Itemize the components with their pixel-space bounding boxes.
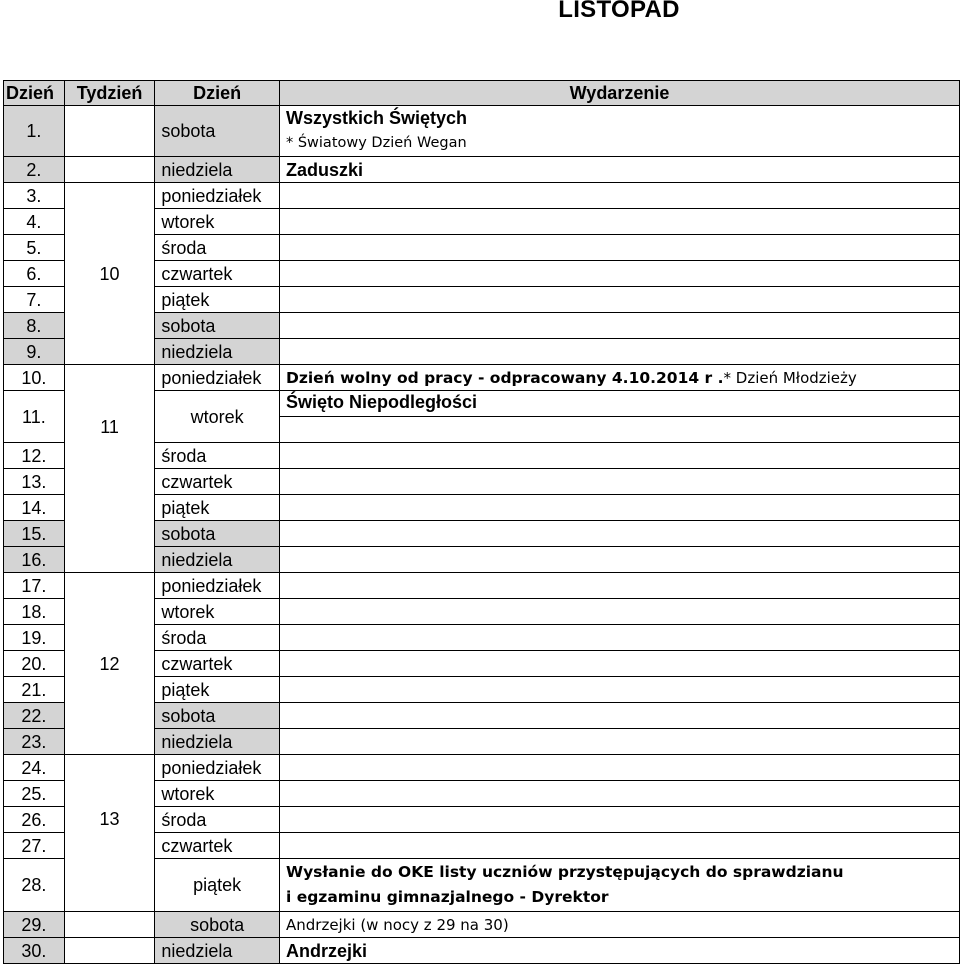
- event-main: Dzień wolny od pracy - odpracowany 4.10.2014 r .: [285, 369, 724, 387]
- event-cell: [279, 365, 959, 391]
- weekday-name: niedziela: [155, 339, 280, 365]
- day-number: 12.: [4, 443, 65, 469]
- weekday-name: środa: [155, 443, 280, 469]
- event-cell: [279, 859, 959, 912]
- event-cell: [279, 183, 959, 209]
- header-day: Dzień: [4, 81, 65, 106]
- table-row: [4, 157, 960, 183]
- weekday-name: poniedziałek: [155, 573, 280, 599]
- weekday-name: środa: [155, 625, 280, 651]
- week-number: 11: [64, 365, 155, 573]
- event-cell: [279, 599, 959, 625]
- day-number: 3.: [4, 183, 65, 209]
- event-main: Wszystkich Świętych: [285, 108, 468, 128]
- weekday-name: czwartek: [155, 261, 280, 287]
- week-number: 10: [64, 183, 155, 365]
- event-cell: [279, 677, 959, 703]
- week-number: [64, 912, 155, 938]
- week-number: [64, 938, 155, 964]
- weekday-name: piątek: [155, 287, 280, 313]
- weekday-name: czwartek: [155, 833, 280, 859]
- day-number: 4.: [4, 209, 65, 235]
- day-number: 23.: [4, 729, 65, 755]
- header-week: Tydzień: [64, 81, 155, 106]
- table-row: [4, 755, 960, 781]
- day-number: 20.: [4, 651, 65, 677]
- weekday-name: sobota: [155, 521, 280, 547]
- weekday-name: niedziela: [155, 157, 280, 183]
- weekday-name: poniedziałek: [155, 183, 280, 209]
- page-title: LISTOPAD: [558, 0, 680, 23]
- event-cell: [279, 755, 959, 781]
- day-number: 9.: [4, 339, 65, 365]
- table-row: [4, 912, 960, 938]
- event-cell: [279, 729, 959, 755]
- day-number: 21.: [4, 677, 65, 703]
- day-number: 28.: [4, 859, 65, 912]
- day-number: 26.: [4, 807, 65, 833]
- weekday-name: wtorek: [155, 781, 280, 807]
- weekday-name: czwartek: [155, 469, 280, 495]
- weekday-name: wtorek: [155, 391, 280, 443]
- day-number: 5.: [4, 235, 65, 261]
- event-cell: [279, 339, 959, 365]
- weekday-name: sobota: [155, 703, 280, 729]
- header-row: [4, 81, 960, 106]
- table-row: [4, 938, 960, 964]
- day-number: 22.: [4, 703, 65, 729]
- event-sub: * Dzień Młodzieży: [723, 369, 857, 387]
- day-number: 17.: [4, 573, 65, 599]
- week-number: 12: [64, 573, 155, 755]
- event-cell: [279, 209, 959, 235]
- day-number: 15.: [4, 521, 65, 547]
- event-cell: Zaduszki: [279, 157, 959, 183]
- event-cell: [279, 287, 959, 313]
- event-cell: [279, 391, 959, 443]
- day-number: 6.: [4, 261, 65, 287]
- event-main: Święto Niepodległości: [280, 392, 959, 417]
- event-cell: [279, 573, 959, 599]
- weekday-name: piątek: [155, 495, 280, 521]
- day-number: 8.: [4, 313, 65, 339]
- day-number: 19.: [4, 625, 65, 651]
- day-number: 14.: [4, 495, 65, 521]
- weekday-name: wtorek: [155, 599, 280, 625]
- day-number: 11.: [4, 391, 65, 443]
- event-line-1: Wysłanie do OKE listy uczniów przystępujących do sprawdzianu: [285, 863, 844, 881]
- weekday-name: poniedziałek: [155, 755, 280, 781]
- weekday-name: sobota: [155, 912, 280, 938]
- event-cell: [279, 703, 959, 729]
- event-cell: [279, 651, 959, 677]
- event-cell: [279, 547, 959, 573]
- event-cell: Andrzejki: [279, 938, 959, 964]
- event-line-2: i egzaminu gimnazjalnego - Dyrektor: [285, 888, 609, 906]
- event-cell: [279, 106, 959, 157]
- weekday-name: niedziela: [155, 547, 280, 573]
- weekday-name: niedziela: [155, 938, 280, 964]
- day-number: 24.: [4, 755, 65, 781]
- event-cell: [279, 833, 959, 859]
- day-number: 30.: [4, 938, 65, 964]
- table-row: [4, 573, 960, 599]
- event-cell: [279, 261, 959, 287]
- event-cell: [279, 313, 959, 339]
- week-number: [64, 157, 155, 183]
- weekday-name: niedziela: [155, 729, 280, 755]
- day-number: 25.: [4, 781, 65, 807]
- day-number: 29.: [4, 912, 65, 938]
- event-cell: [279, 443, 959, 469]
- day-number: 1.: [4, 106, 65, 157]
- event-sub: * Światowy Dzień Wegan: [285, 135, 467, 151]
- calendar-table: [3, 80, 960, 964]
- table-row: [4, 183, 960, 209]
- event-cell: [279, 235, 959, 261]
- weekday-name: sobota: [155, 313, 280, 339]
- header-event: Wydarzenie: [279, 81, 959, 106]
- day-number: 10.: [4, 365, 65, 391]
- day-number: 16.: [4, 547, 65, 573]
- event-cell: [279, 781, 959, 807]
- event-cell: [279, 625, 959, 651]
- weekday-name: piątek: [155, 859, 280, 912]
- day-number: 18.: [4, 599, 65, 625]
- week-number: 13: [64, 755, 155, 912]
- table-row: [4, 365, 960, 391]
- table-row: [4, 106, 960, 157]
- weekday-name: środa: [155, 807, 280, 833]
- event-cell: [279, 495, 959, 521]
- weekday-name: czwartek: [155, 651, 280, 677]
- event-cell: [279, 521, 959, 547]
- day-number: 7.: [4, 287, 65, 313]
- event-cell: [279, 469, 959, 495]
- weekday-name: piątek: [155, 677, 280, 703]
- weekday-name: sobota: [155, 106, 280, 157]
- week-number: [64, 106, 155, 157]
- header-weekday: Dzień: [155, 81, 280, 106]
- day-number: 13.: [4, 469, 65, 495]
- weekday-name: wtorek: [155, 209, 280, 235]
- weekday-name: poniedziałek: [155, 365, 280, 391]
- day-number: 2.: [4, 157, 65, 183]
- event-cell: Andrzejki (w nocy z 29 na 30): [279, 912, 959, 938]
- event-cell: [279, 807, 959, 833]
- weekday-name: środa: [155, 235, 280, 261]
- day-number: 27.: [4, 833, 65, 859]
